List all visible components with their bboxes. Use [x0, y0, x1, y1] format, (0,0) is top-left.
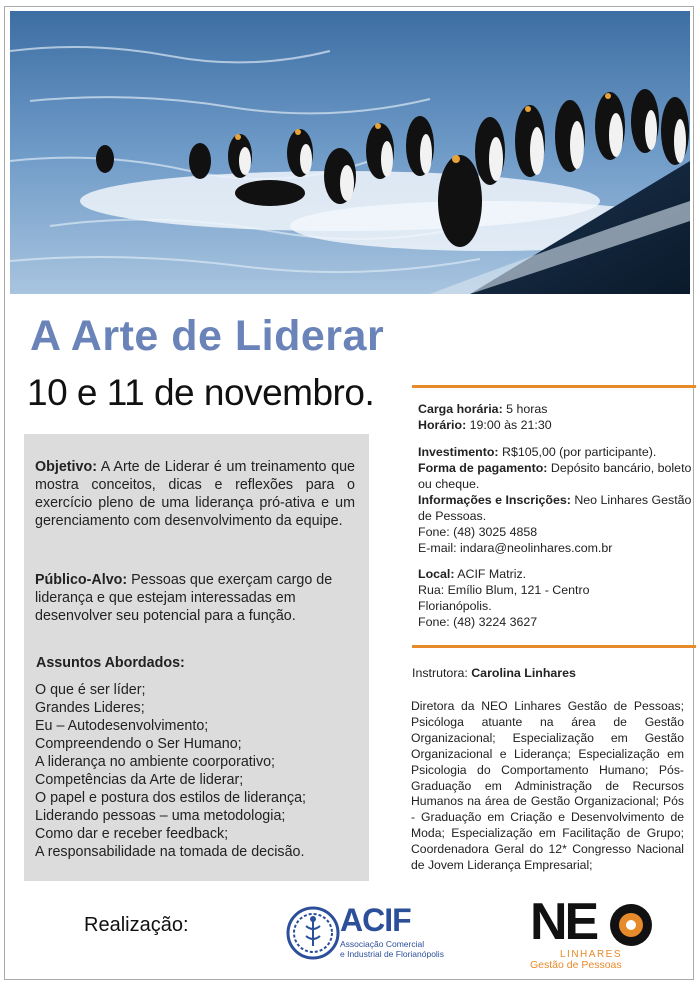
time-label: Horário: [418, 418, 467, 432]
list-item: Competências da Arte de liderar; [35, 772, 244, 788]
list-item: O papel e postura dos estilos de liderança; [35, 790, 307, 806]
neo-linhares-logo [530, 893, 660, 976]
list-item: A responsabilidade na tomada de decisão. [35, 844, 305, 860]
location-street: Rua: Emílio Blum, 121 - Centro [418, 583, 590, 597]
subjects-heading: Assuntos Abordados: [36, 655, 185, 671]
realizacao-label: Realização: [84, 914, 189, 936]
objective-paragraph [35, 458, 355, 530]
hours-label: Carga horária: [418, 402, 503, 416]
info-email[interactable]: E-mail: indara@neolinhares.com.br [418, 541, 613, 555]
hero-image [10, 11, 690, 294]
info-value: Neo Linhares Gestão de Pessoas. [418, 493, 692, 523]
divider-bottom [412, 645, 696, 648]
payment-method-value: Depósito bancário, boleto ou cheque. [418, 461, 692, 491]
location-block [418, 566, 589, 630]
list-item: Grandes Lideres; [35, 700, 145, 716]
page-title: A Arte de Liderar [30, 312, 385, 360]
list-item: Liderando pessoas – uma metodologia; [35, 808, 286, 824]
list-item: Eu – Autodesenvolvimento; [35, 718, 209, 734]
investment-value: R$105,00 (por participante). [498, 445, 657, 459]
subjects-list [35, 681, 306, 861]
acif-subtitle-1: Associação Comercial [340, 939, 425, 949]
location-label: Local: [418, 567, 455, 581]
event-date: 10 e 11 de novembro. [27, 372, 375, 413]
instructor-line [412, 666, 576, 680]
neo-subtitle-2: Gestão de Pessoas [530, 959, 622, 971]
acif-subtitle-2: e Industrial de Florianópolis [340, 949, 444, 959]
acif-logo [284, 902, 444, 964]
neo-letters: NE [530, 893, 597, 951]
instructor-name: Carolina Linhares [471, 666, 576, 680]
list-item: Compreendendo o Ser Humano; [35, 736, 242, 752]
info-label: Informações e Inscrições: [418, 493, 571, 507]
penguins-photo-icon [10, 11, 690, 294]
list-item: O que é ser líder; [35, 682, 146, 698]
location-phone: Fone: (48) 3224 3627 [418, 615, 538, 629]
divider-top [412, 385, 696, 388]
payment-block [418, 444, 694, 556]
audience-label: Público-Alvo: [35, 572, 128, 588]
objective-text: A Arte de Liderar é um treinamento que mostra conceitos, dicas e reflexões para o exercício pleno de uma liderança pró-ativa e um gerenciamento com desenvolvimento da equipe. [35, 459, 355, 529]
audience-text: Pessoas que exerçam cargo de liderança e que estejam interessadas em desenvolver seu potencial para a função. [35, 572, 333, 624]
objective-label: Objetivo: [35, 459, 97, 475]
acif-name: ACIF [340, 902, 411, 938]
description-panel [24, 434, 369, 881]
neo-o-icon [608, 902, 654, 948]
neo-subtitle-1: LINHARES [560, 949, 623, 960]
schedule-block [418, 401, 552, 433]
list-item: Como dar e receber feedback; [35, 826, 229, 842]
audience-paragraph [35, 571, 355, 625]
instructor-bio: Diretora da NEO Linhares Gestão de Pessoas; Psicóloga atuante na área de Gestão Organizacional; Especialização em Gestão Organizacional e Liderança; Especialização em Psicologia do Comportamento Humano; Pós- Graduação em Administração de Recursos Humanos na área de Gestão Organizacional; Pós - Graduação em Criação e Desenvolvimento de Moda; Especialização em Facilitação de Grupo; Coordenadora Geral do 12* Congresso Nacional de Jovem Liderança Empresarial; [411, 699, 684, 873]
location-name: ACIF Matriz. [454, 567, 527, 581]
location-city: Florianópolis. [418, 599, 492, 613]
instructor-label: Instrutora: [412, 666, 472, 680]
list-item: A liderança no ambiente coorporativo; [35, 754, 276, 770]
info-phone: Fone: (48) 3025 4858 [418, 525, 538, 539]
hours-value: 5 horas [502, 402, 548, 416]
time-value: 19:00 às 21:30 [466, 418, 552, 432]
acif-emblem-icon [286, 906, 340, 960]
payment-method-label: Forma de pagamento: [418, 461, 548, 475]
investment-label: Investimento: [418, 445, 499, 459]
